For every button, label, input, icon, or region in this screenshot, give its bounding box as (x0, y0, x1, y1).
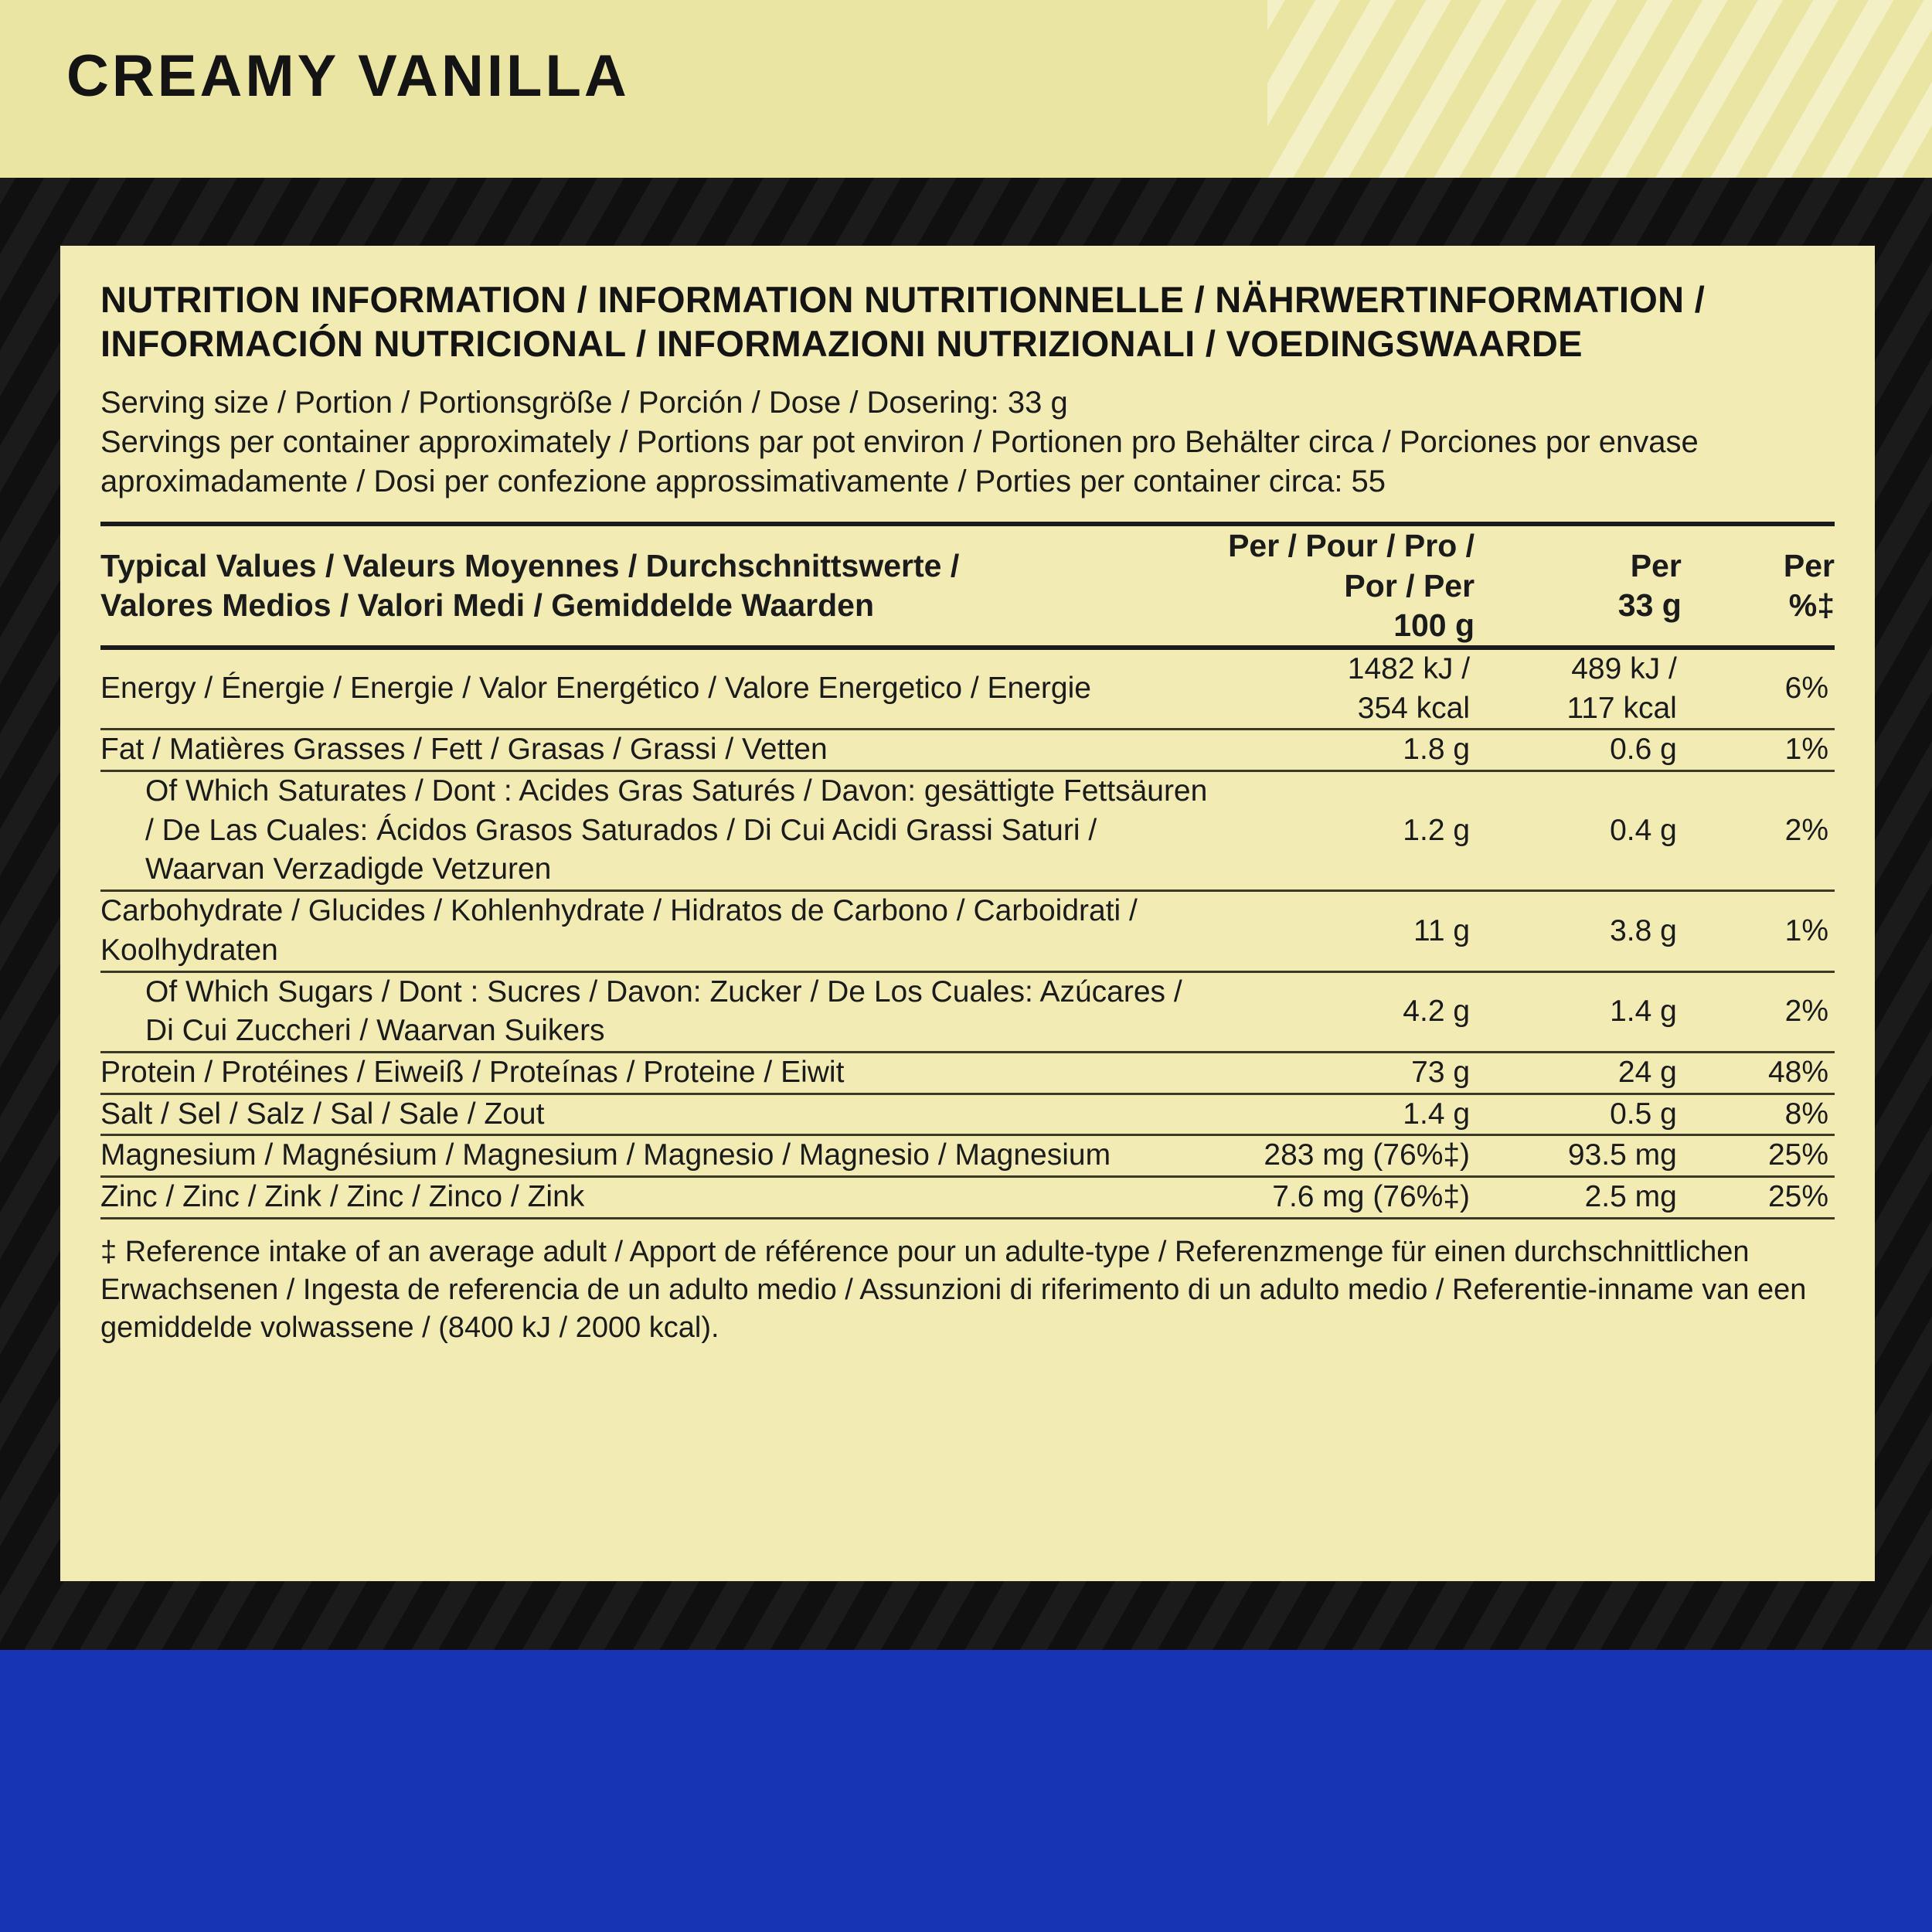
header-percent-line1: Per (1783, 547, 1835, 583)
row-per-serving-l1: 489 kJ / (1571, 652, 1677, 686)
header-typical-values-line2: Valores Medios / Valori Medi / Gemiddelde Waarden (100, 587, 874, 624)
header-per-100g-line2: 100 g (1393, 607, 1475, 643)
row-per-100g: 1.4 g (1403, 1097, 1471, 1131)
row-per-100g (1226, 648, 1475, 728)
row-percent: 2% (1784, 813, 1828, 847)
row-per-100g: 11 g (1413, 913, 1471, 947)
header-per-100g (1226, 524, 1475, 645)
reference-intake-footnote: ‡ Reference intake of an average adult / Apport de référence pour un adulte-type / Referenzmenge für einen durchschnittlichen Erwachsenen / Ingesta de referencia de un adulto medio / Assunzioni di riferimento di un adulto medio / Referentie-inname van een gemiddelde volwassene / (8400 kJ / 2000 kcal). (100, 1235, 1807, 1345)
table-row (100, 1094, 1835, 1134)
row-per-serving: 0.5 g (1610, 1097, 1677, 1131)
row-label: Carbohydrate / Glucides / Kohlenhydrate / Hidratos de Carbono / Carboidrati / Koolhydraten (100, 894, 1138, 967)
row-per-100g-l2: 354 kcal (1357, 691, 1471, 725)
row-label: Energy / Énergie / Energie / Valor Energético / Valore Energetico / Energie (100, 672, 1091, 706)
row-percent: 1% (1784, 913, 1828, 947)
row-label: Magnesium / Magnésium / Magnesium / Magnesio / Magnesio / Magnesium (100, 1138, 1111, 1172)
row-per-serving: 3.8 g (1610, 913, 1677, 947)
table-row (100, 648, 1835, 728)
diagonal-stripes-decoration (1267, 0, 1932, 178)
row-percent: 8% (1784, 1097, 1828, 1131)
row-label: Zinc / Zinc / Zink / Zinc / Zinco / Zink (100, 1179, 585, 1213)
row-per-serving: 24 g (1617, 1055, 1677, 1089)
header-per-serving-line2: 33 g (1617, 587, 1682, 624)
row-per-100g: 73 g (1411, 1055, 1471, 1089)
rule-bottom (100, 1217, 1835, 1219)
row-percent: 48% (1767, 1055, 1828, 1089)
row-per-100g: 4.2 g (1403, 994, 1471, 1028)
row-per-serving: 0.4 g (1610, 813, 1677, 847)
table-row (100, 730, 1835, 770)
row-label: Fat / Matières Grasses / Fett / Grasas / Grassi / Vetten (100, 733, 828, 767)
table-row (100, 1052, 1835, 1092)
row-percent: 1% (1784, 733, 1828, 767)
header-percent (1682, 524, 1835, 645)
nutrition-table-body (100, 522, 1835, 1218)
row-per-serving: 0.6 g (1610, 733, 1677, 767)
serving-size-line: Serving size / Portion / Portionsgröße / Porción / Dose / Dosering: 33 g (100, 385, 1068, 420)
flavour-band (0, 0, 1932, 178)
table-row (100, 891, 1835, 971)
bottom-blue-band (0, 1650, 1932, 1932)
row-per-serving (1475, 648, 1682, 728)
nutrition-table (100, 522, 1835, 1219)
row-per-100g: 7.6 mg (76%‡) (1272, 1179, 1471, 1213)
table-header-row (100, 524, 1835, 645)
row-per-100g: 1.8 g (1403, 733, 1471, 767)
header-per-100g-line1: Per / Pour / Pro / Por / Per (1228, 528, 1475, 604)
row-percent: 25% (1767, 1138, 1828, 1172)
row-per-100g: 1.2 g (1403, 813, 1471, 847)
row-label: Protein / Protéines / Eiweiß / Proteínas / Proteine / Eiwit (100, 1055, 845, 1089)
header-per-serving (1475, 524, 1682, 645)
nutrition-heading: NUTRITION INFORMATION / INFORMATION NUTRITIONNELLE / NÄHRWERTINFORMATION / INFORMACIÓN NUTRICIONAL / INFORMAZIONI NUTRIZIONALI / VOEDINGSWAARDE (100, 279, 1706, 364)
header-per-serving-line1: Per (1630, 547, 1682, 583)
row-per-100g-l1: 1482 kJ / (1347, 652, 1471, 686)
row-label: Of Which Saturates / Dont : Acides Gras Saturés / Davon: gesättigte Fettsäuren / De Las Cuales: Ácidos Grasos Saturados / Di Cui Acidi Grassi Saturi / Waarvan Verzadigde Vetzuren (145, 774, 1208, 886)
nutrition-panel (60, 246, 1875, 1581)
row-per-100g: 283 mg (76%‡) (1264, 1138, 1471, 1172)
flavour-title: CREAMY VANILLA (66, 43, 630, 109)
row-label: Salt / Sel / Salz / Sal / Sale / Zout (100, 1097, 545, 1131)
row-percent: 6% (1784, 672, 1828, 706)
table-row (100, 1176, 1835, 1216)
row-per-serving: 1.4 g (1610, 994, 1677, 1028)
header-typical-values (100, 524, 1226, 645)
row-percent: 25% (1767, 1179, 1828, 1213)
row-label: Of Which Sugars / Dont : Sucres / Davon: Zucker / De Los Cuales: Azúcares / Di Cui Zuccheri / Waarvan Suikers (145, 975, 1182, 1048)
row-per-serving-l2: 117 kcal (1566, 691, 1677, 725)
serving-info (100, 383, 1835, 502)
header-percent-line2: %‡ (1788, 587, 1835, 624)
table-row (100, 1135, 1835, 1175)
table-row (100, 971, 1835, 1051)
row-per-serving: 2.5 mg (1584, 1179, 1677, 1213)
header-typical-values-line1: Typical Values / Valeurs Moyennes / Durchschnittswerte / (100, 547, 960, 583)
table-row (100, 771, 1835, 890)
servings-per-container-line: Servings per container approximately / Portions par pot environ / Portionen pro Behälter circa / Porciones por envase aproximadamente / Dosi per confezione approssimativamente / Porties per container circa: 55 (100, 424, 1699, 499)
row-per-serving: 93.5 mg (1567, 1138, 1677, 1172)
row-percent: 2% (1784, 994, 1828, 1028)
